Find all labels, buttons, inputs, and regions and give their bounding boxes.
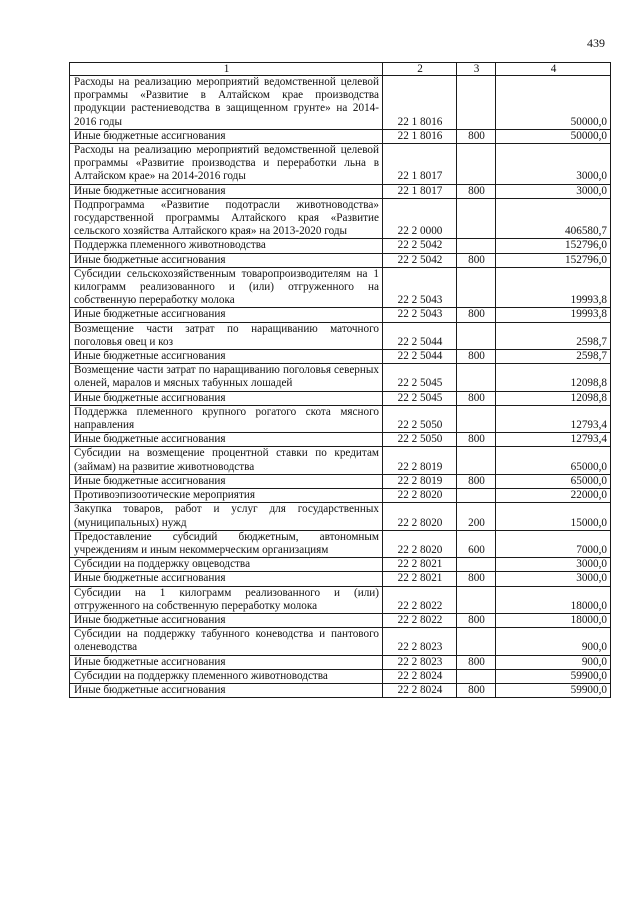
header-col-4: 4 — [496, 63, 611, 76]
row-name-cell: Расходы на реализацию мероприятий ведомственной целевой программы «Развитие производства и переработки льна в Алтайском крае» на 2014-2016 годы — [70, 144, 383, 185]
row-code-cell: 22 2 5042 — [383, 239, 457, 253]
header-col-1: 1 — [70, 63, 383, 76]
row-name-cell: Возмещение части затрат по наращиванию маточного поголовья овец и коз — [70, 322, 383, 349]
row-expense-type-cell — [457, 144, 496, 185]
row-expense-type-cell: 800 — [457, 129, 496, 143]
table-row — [70, 489, 611, 503]
table-row — [70, 433, 611, 447]
row-code-cell: 22 2 5043 — [383, 267, 457, 308]
row-expense-type-cell — [457, 405, 496, 432]
table-row — [70, 628, 611, 655]
row-name-cell: Иные бюджетные ассигнования — [70, 613, 383, 627]
row-amount-cell: 18000,0 — [496, 613, 611, 627]
row-expense-type-cell: 800 — [457, 474, 496, 488]
row-expense-type-cell — [457, 669, 496, 683]
row-expense-type-cell: 200 — [457, 503, 496, 530]
row-name-cell: Иные бюджетные ассигнования — [70, 253, 383, 267]
table-row — [70, 129, 611, 143]
row-expense-type-cell — [457, 239, 496, 253]
row-code-cell: 22 2 8023 — [383, 655, 457, 669]
row-code-cell: 22 2 8019 — [383, 447, 457, 474]
row-amount-cell: 19993,8 — [496, 267, 611, 308]
table-header-row — [70, 63, 611, 76]
row-amount-cell: 12793,4 — [496, 405, 611, 432]
table-row — [70, 405, 611, 432]
table-row — [70, 239, 611, 253]
table-row — [70, 683, 611, 697]
row-amount-cell: 152796,0 — [496, 239, 611, 253]
table-row — [70, 655, 611, 669]
row-code-cell: 22 2 5042 — [383, 253, 457, 267]
table-row — [70, 586, 611, 613]
row-name-cell: Субсидии на поддержку табунного коневодства и пантового оленеводства — [70, 628, 383, 655]
row-expense-type-cell — [457, 198, 496, 239]
row-expense-type-cell — [457, 267, 496, 308]
table-row — [70, 308, 611, 322]
row-name-cell: Возмещение части затрат по наращиванию поголовья северных оленей, маралов и мясных табунных лошадей — [70, 364, 383, 391]
row-expense-type-cell — [457, 489, 496, 503]
budget-table-body — [70, 63, 611, 698]
row-code-cell: 22 2 8021 — [383, 558, 457, 572]
row-amount-cell: 65000,0 — [496, 474, 611, 488]
table-row — [70, 669, 611, 683]
row-expense-type-cell: 800 — [457, 655, 496, 669]
row-amount-cell: 59900,0 — [496, 669, 611, 683]
row-expense-type-cell — [457, 322, 496, 349]
row-name-cell: Противоэпизоотические мероприятия — [70, 489, 383, 503]
row-code-cell: 22 2 8024 — [383, 669, 457, 683]
row-code-cell: 22 1 8016 — [383, 129, 457, 143]
row-amount-cell: 59900,0 — [496, 683, 611, 697]
row-name-cell: Иные бюджетные ассигнования — [70, 350, 383, 364]
row-code-cell: 22 2 5043 — [383, 308, 457, 322]
row-name-cell: Предоставление субсидий бюджетным, автономным учреждениям и иным некоммерческим организациям — [70, 530, 383, 557]
row-amount-cell: 50000,0 — [496, 129, 611, 143]
row-name-cell: Иные бюджетные ассигнования — [70, 391, 383, 405]
row-name-cell: Иные бюджетные ассигнования — [70, 129, 383, 143]
page-number: 439 — [587, 36, 605, 50]
row-name-cell: Субсидии сельскохозяйственным товаропроизводителям на 1 килограмм реализованного и (или) отгруженного на собственную переработку молока — [70, 267, 383, 308]
row-name-cell: Поддержка племенного животноводства — [70, 239, 383, 253]
row-name-cell: Субсидии на поддержку племенного животноводства — [70, 669, 383, 683]
row-expense-type-cell — [457, 628, 496, 655]
row-amount-cell: 900,0 — [496, 655, 611, 669]
row-code-cell: 22 2 5045 — [383, 391, 457, 405]
row-amount-cell: 19993,8 — [496, 308, 611, 322]
table-row — [70, 267, 611, 308]
row-expense-type-cell: 800 — [457, 253, 496, 267]
row-expense-type-cell — [457, 558, 496, 572]
row-expense-type-cell: 800 — [457, 184, 496, 198]
table-row — [70, 530, 611, 557]
table-row — [70, 76, 611, 130]
row-code-cell: 22 2 8022 — [383, 586, 457, 613]
row-name-cell: Поддержка племенного крупного рогатого скота мясного направления — [70, 405, 383, 432]
row-code-cell: 22 2 5045 — [383, 364, 457, 391]
table-row — [70, 391, 611, 405]
row-expense-type-cell: 800 — [457, 391, 496, 405]
row-amount-cell: 900,0 — [496, 628, 611, 655]
header-col-2: 2 — [383, 63, 457, 76]
row-name-cell: Иные бюджетные ассигнования — [70, 655, 383, 669]
row-code-cell: 22 2 5050 — [383, 433, 457, 447]
row-code-cell: 22 1 8016 — [383, 76, 457, 130]
row-amount-cell: 2598,7 — [496, 350, 611, 364]
budget-table — [69, 62, 611, 698]
row-expense-type-cell: 800 — [457, 350, 496, 364]
row-name-cell: Иные бюджетные ассигнования — [70, 433, 383, 447]
row-code-cell: 22 2 0000 — [383, 198, 457, 239]
row-code-cell: 22 2 8022 — [383, 613, 457, 627]
row-code-cell: 22 1 8017 — [383, 144, 457, 185]
row-name-cell: Подпрограмма «Развитие подотрасли животноводства» государственной программы Алтайского края «Развитие сельского хозяйства Алтайского края» на 2013-2020 годы — [70, 198, 383, 239]
row-code-cell: 22 2 8023 — [383, 628, 457, 655]
row-expense-type-cell: 600 — [457, 530, 496, 557]
table-row — [70, 474, 611, 488]
row-code-cell: 22 2 5044 — [383, 322, 457, 349]
row-amount-cell: 65000,0 — [496, 447, 611, 474]
row-amount-cell: 7000,0 — [496, 530, 611, 557]
row-code-cell: 22 2 8020 — [383, 503, 457, 530]
table-row — [70, 572, 611, 586]
row-amount-cell: 15000,0 — [496, 503, 611, 530]
row-code-cell: 22 2 5050 — [383, 405, 457, 432]
row-name-cell: Закупка товаров, работ и услуг для государственных (муниципальных) нужд — [70, 503, 383, 530]
row-amount-cell: 2598,7 — [496, 322, 611, 349]
row-code-cell: 22 2 8020 — [383, 530, 457, 557]
header-col-3: 3 — [457, 63, 496, 76]
row-expense-type-cell: 800 — [457, 572, 496, 586]
row-name-cell: Иные бюджетные ассигнования — [70, 308, 383, 322]
row-expense-type-cell: 800 — [457, 613, 496, 627]
row-amount-cell: 18000,0 — [496, 586, 611, 613]
table-row — [70, 253, 611, 267]
table-row — [70, 558, 611, 572]
row-code-cell: 22 1 8017 — [383, 184, 457, 198]
row-code-cell: 22 2 8020 — [383, 489, 457, 503]
table-row — [70, 447, 611, 474]
row-name-cell: Иные бюджетные ассигнования — [70, 474, 383, 488]
row-code-cell: 22 2 8019 — [383, 474, 457, 488]
row-expense-type-cell — [457, 76, 496, 130]
row-amount-cell: 406580,7 — [496, 198, 611, 239]
table-row — [70, 322, 611, 349]
row-name-cell: Расходы на реализацию мероприятий ведомственной целевой программы «Развитие в Алтайском крае производства продукции растениеводства в защищенном грунте» на 2014-2016 годы — [70, 76, 383, 130]
row-amount-cell: 3000,0 — [496, 572, 611, 586]
row-amount-cell: 3000,0 — [496, 184, 611, 198]
row-amount-cell: 50000,0 — [496, 76, 611, 130]
table-row — [70, 198, 611, 239]
row-expense-type-cell: 800 — [457, 683, 496, 697]
row-expense-type-cell: 800 — [457, 433, 496, 447]
row-amount-cell: 3000,0 — [496, 144, 611, 185]
row-name-cell: Иные бюджетные ассигнования — [70, 184, 383, 198]
row-expense-type-cell: 800 — [457, 308, 496, 322]
row-name-cell: Субсидии на возмещение процентной ставки по кредитам (займам) на развитие животноводства — [70, 447, 383, 474]
row-name-cell: Иные бюджетные ассигнования — [70, 683, 383, 697]
row-code-cell: 22 2 5044 — [383, 350, 457, 364]
row-amount-cell: 12098,8 — [496, 391, 611, 405]
row-name-cell: Субсидии на поддержку овцеводства — [70, 558, 383, 572]
row-amount-cell: 22000,0 — [496, 489, 611, 503]
table-row — [70, 350, 611, 364]
row-name-cell: Иные бюджетные ассигнования — [70, 572, 383, 586]
row-expense-type-cell — [457, 447, 496, 474]
row-code-cell: 22 2 8024 — [383, 683, 457, 697]
row-amount-cell: 12098,8 — [496, 364, 611, 391]
table-row — [70, 613, 611, 627]
row-name-cell: Субсидии на 1 килограмм реализованного и (или) отгруженного на собственную переработку молока — [70, 586, 383, 613]
row-amount-cell: 152796,0 — [496, 253, 611, 267]
row-expense-type-cell — [457, 364, 496, 391]
row-amount-cell: 3000,0 — [496, 558, 611, 572]
table-row — [70, 503, 611, 530]
table-row — [70, 364, 611, 391]
row-expense-type-cell — [457, 586, 496, 613]
table-row — [70, 144, 611, 185]
table-row — [70, 184, 611, 198]
row-amount-cell: 12793,4 — [496, 433, 611, 447]
row-code-cell: 22 2 8021 — [383, 572, 457, 586]
